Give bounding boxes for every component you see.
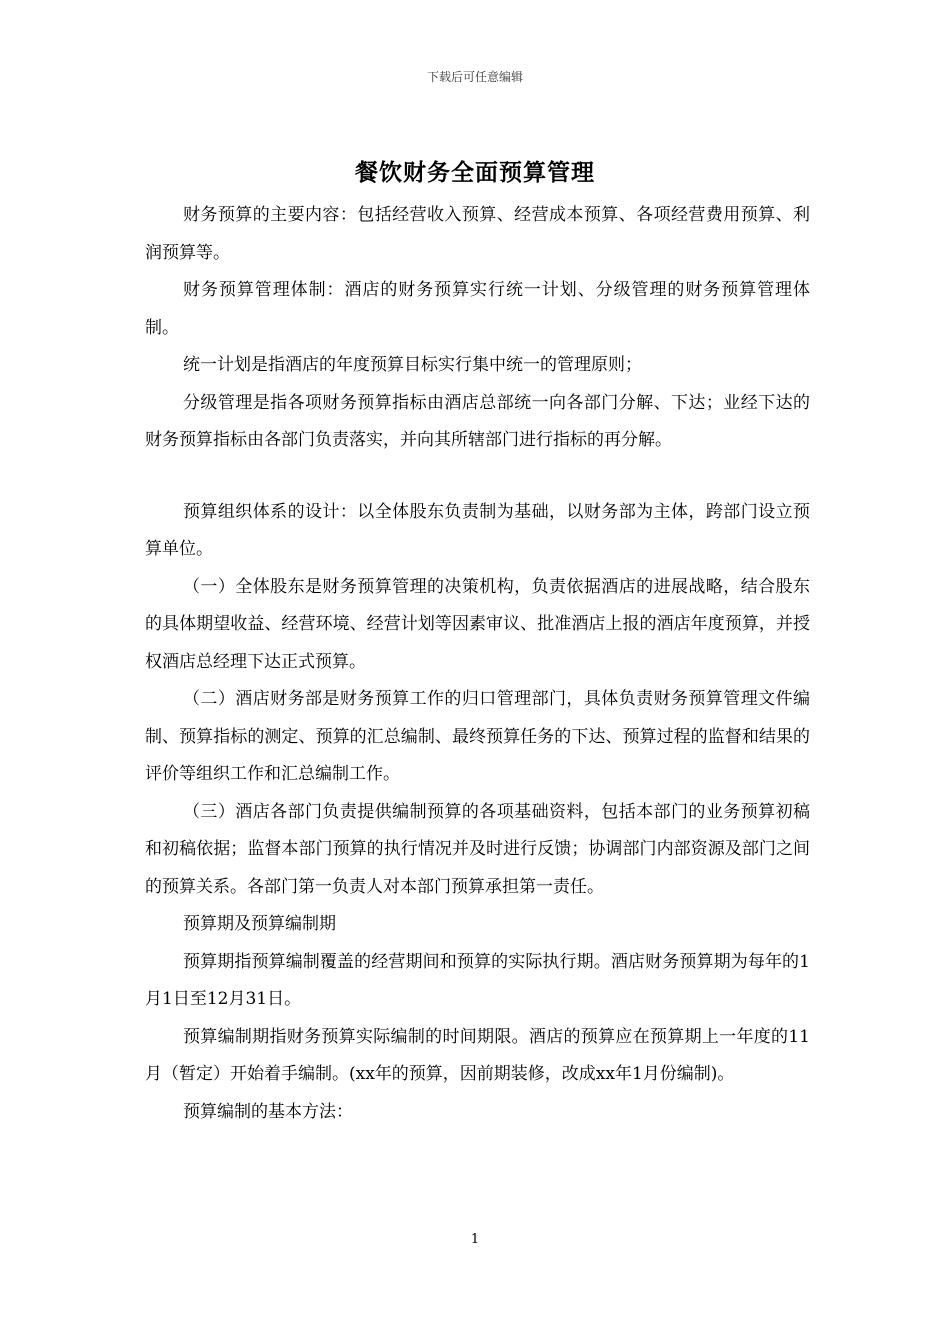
paragraph-item-three: （三）酒店各部门负责提供编制预算的各项基础资料，包括本部门的业务预算初稿和初稿依据；监督本部门预算的执行情况并及时进行反馈；协调部门内部资源及部门之间的预算关系。各部门第一负责人对本部门预算承担第一责任。 bbox=[145, 801, 810, 897]
paragraph-item-one: （一）全体股东是财务预算管理的决策机构，负责依据酒店的进展战略，结合股东的具体期望收益、经营环境、经营计划等因素审议、批准酒店上报的酒店年度预算，并授权酒店总经理下达正式预算。 bbox=[145, 576, 810, 672]
page-number: 1 bbox=[470, 1232, 480, 1247]
document-title: 餐饮财务全面预算管理 bbox=[355, 160, 595, 186]
paragraph-basic-methods: 预算编制的基本方法： bbox=[183, 1101, 353, 1122]
paragraph-budget-period: 预算期指预算编制覆盖的经营期间和预算的实际执行期。酒店财务预算期为每年的1月1日至12月31日。 bbox=[145, 951, 810, 1009]
paragraph-item-two: （二）酒店财务部是财务预算工作的归口管理部门，具体负责财务预算管理文件编制、预算指标的测定、预算的汇总编制、最终预算任务的下达、预算过程的监督和结果的评价等组织工作和汇总编制工作。 bbox=[145, 689, 810, 784]
paragraph-organization-design: 预算组织体系的设计：以全体股东负责制为基础，以财务部为主体，跨部门设立预算单位。 bbox=[145, 501, 810, 559]
paragraph-unified-planning: 统一计划是指酒店的年度预算目标实行集中统一的管理原则； bbox=[183, 355, 642, 375]
paragraph-budget-content: 财务预算的主要内容：包括经营收入预算、经营成本预算、各项经营费用预算、利润预算等。 bbox=[145, 205, 810, 263]
paragraph-hierarchical-management: 分级管理是指各项财务预算指标由酒店总部统一向各部门分解、下达；业经下达的财务预算指标由各部门负责落实，并向其所辖部门进行指标的再分解。 bbox=[145, 392, 810, 450]
paragraph-compilation-period: 预算编制期指财务预算实际编制的时间期限。酒店的预算应在预算期上一年度的11月（暂定）开始着手编制。(xx年的预算，因前期装修，改成xx年1月份编制)。 bbox=[145, 1026, 810, 1084]
paragraph-budget-period-heading: 预算期及预算编制期 bbox=[183, 914, 336, 934]
paragraph-management-system: 财务预算管理体制：酒店的财务预算实行统一计划、分级管理的财务预算管理体制。 bbox=[145, 280, 810, 338]
header-note: 下载后可任意编辑 bbox=[426, 70, 523, 84]
document-body bbox=[145, 197, 810, 1131]
